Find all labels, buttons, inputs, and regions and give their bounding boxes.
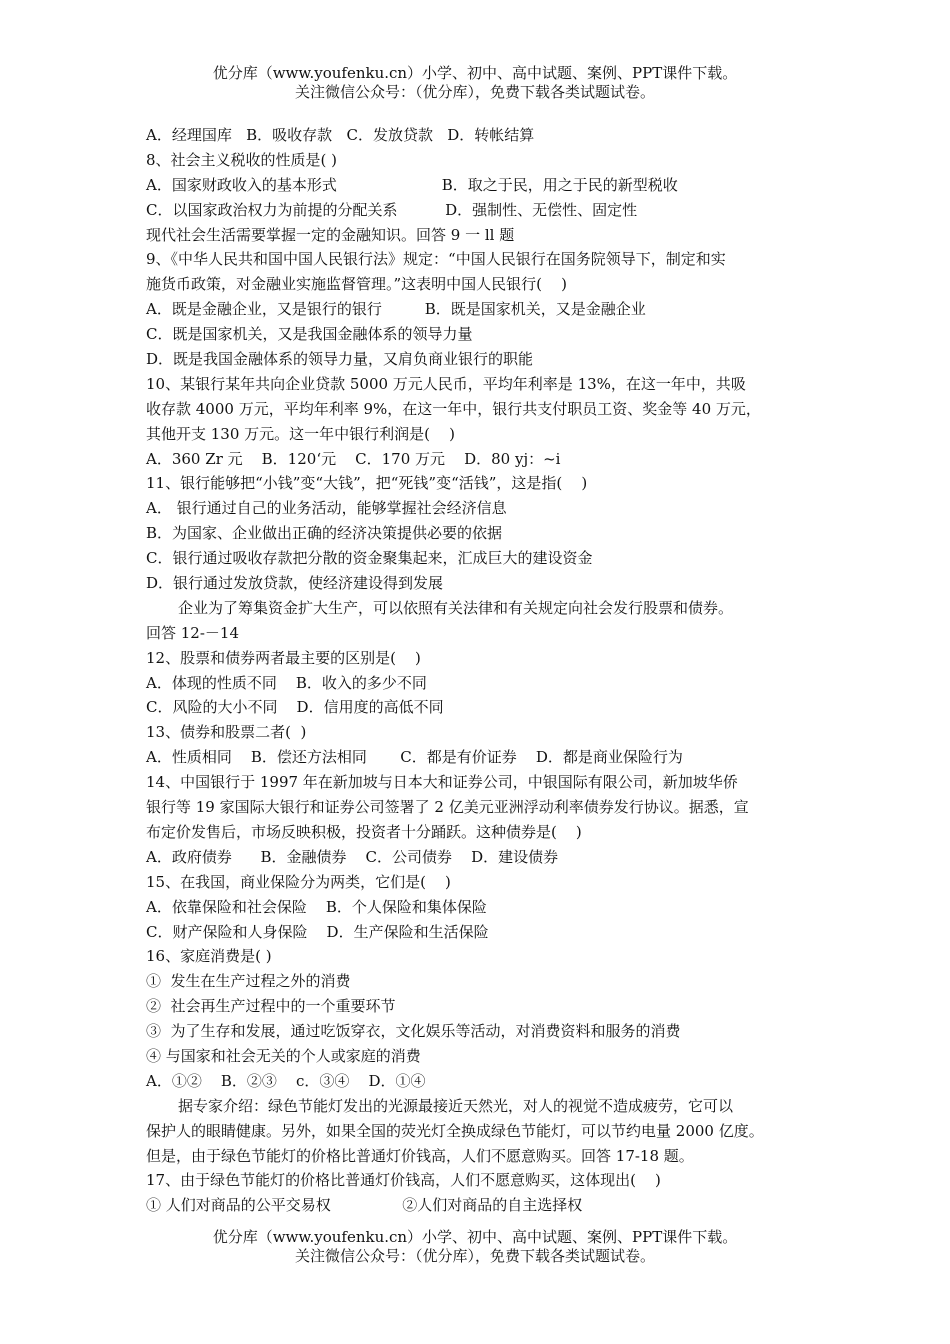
text-line: 但是，由于绿色节能灯的价格比普通灯价钱高，人们不愿意购买。回答 17-18 题。 — [146, 1146, 694, 1165]
text-line: A．既是金融企业，又是银行的银行 B．既是国家机关，又是金融企业 — [146, 300, 646, 319]
question-9: 9、《中华人民共和国中国人民银行法》规定：“中国人民银行在国务院领导下，制定和实 — [146, 250, 726, 269]
text-line: A．性质相同 B．偿还方法相同 C．都是有价证券 D．都是商业保险行为 — [146, 748, 683, 767]
text-line: 施货币政策，对金融业实施监督管理。”这表明中国人民银行( ) — [146, 275, 567, 294]
page-header — [0, 64, 950, 102]
text-line: ③ 为了生存和发展，通过吃饭穿衣，文化娱乐等活动，对消费资料和服务的消费 — [146, 1022, 681, 1041]
text-line: A．①② B．②③ c．③④ D．①④ — [146, 1071, 426, 1090]
text-line: A．依靠保险和社会保险 B．个人保险和集体保险 — [146, 897, 487, 916]
text-line: A．经理国库 B．吸收存款 C．发放贷款 D．转帐结算 — [146, 126, 535, 144]
passage-line: 企业为了筹集资金扩大生产，可以依照有关法律和有关规定向社会发行股票和债券。 — [178, 598, 734, 617]
text-line: C．银行通过吸收存款把分散的资金聚集起来，汇成巨大的建设资金 — [146, 549, 593, 568]
text-line: 现代社会生活需要掌握一定的金融知识。回答 9 一 ll 题 — [146, 225, 515, 244]
question-12: 12、股票和债券两者最主要的区别是( ) — [146, 648, 421, 667]
text-line: 其他开支 130 万元。这一年中银行利润是( ) — [146, 424, 455, 443]
text-line: A．360 Zr 元 B．120‘元 C．170 万元 D．80 yj：~i — [146, 449, 561, 468]
question-13: 13、债券和股票二者( ) — [146, 723, 307, 742]
question-10: 10、某银行某年共向企业贷款 5000 万元人民币，平均年利率是 13%，在这一年中，共吸 — [146, 374, 746, 393]
text-line: 回答 12-－14 — [146, 623, 240, 642]
text-line: A．体现的性质不同 B．收入的多少不同 — [146, 673, 427, 692]
text-line: C．财产保险和人身保险 D．生产保险和生活保险 — [146, 922, 489, 941]
text-line: C．风险的大小不同 D．信用度的高低不同 — [146, 698, 444, 717]
page-footer — [0, 1228, 950, 1266]
passage-line: 据专家介绍：绿色节能灯发出的光源最接近天然光，对人的视觉不造成疲劳，它可以 — [178, 1096, 734, 1115]
question-16: 16、家庭消费是( ) — [146, 947, 272, 966]
footer-line-2: 关注微信公众号：（优分库），免费下载各类试题试卷。 — [294, 1247, 655, 1265]
text-line: C．以国家政治权力为前提的分配关系 D．强制性、无偿性、固定性 — [146, 200, 638, 219]
text-line: ① 人们对商品的公平交易权 ②人们对商品的自主选择权 — [146, 1196, 583, 1215]
text-line: D．银行通过发放贷款，使经济建设得到发展 — [146, 574, 444, 593]
question-17: 17、由于绿色节能灯的价格比普通灯价钱高，人们不愿意购买，这体现出( ) — [146, 1171, 661, 1190]
question-11: 11、银行能够把“小钱”变“大钱”，把“死钱”变“活钱”，这是指( ) — [146, 474, 588, 493]
question-14: 14、中国银行于 1997 年在新加坡与日本大和证券公司，中银国际有限公司，新加坡华侨 — [146, 773, 738, 792]
header-line-1: 优分库（www.youfenku.cn）小学、初中、高中试题、案例、PPT课件下载。 — [212, 64, 738, 82]
text-line: 保护人的眼睛健康。另外，如果全国的荧光灯全换成绿色节能灯，可以节约电量 2000 亿度。 — [146, 1121, 764, 1140]
text-line: B．为国家、企业做出正确的经济决策提供必要的依据 — [146, 524, 503, 543]
text-line: A．政府债券 B．金融债券 C．公司债券 D．建设债券 — [146, 847, 559, 866]
text-line: 布定价发售后，市场反映积极，投资者十分踊跃。这种债券是( ) — [146, 822, 582, 841]
header-line-2: 关注微信公众号：（优分库），免费下载各类试题试卷。 — [294, 83, 655, 101]
text-line: 银行等 19 家国际大银行和证券公司签署了 2 亿美元亚洲浮动利率债券发行协议。据悉，宣 — [146, 798, 749, 817]
text-line: A．国家财政收入的基本形式 B．取之于民，用之于民的新型税收 — [146, 175, 678, 194]
text-line: A． 银行通过自己的业务活动，能够掌握社会经济信息 — [146, 499, 507, 518]
text-line: D．既是我国金融体系的领导力量，又肩负商业银行的职能 — [146, 350, 534, 369]
text-line: C．既是国家机关，又是我国金融体系的领导力量 — [146, 325, 473, 344]
text-line: 收存款 4000 万元，平均年利率 9%，在这一年中，银行共支付职员工资、奖金等 40 万元， — [146, 399, 761, 418]
text-line: ① 发生在生产过程之外的消费 — [146, 972, 351, 991]
text-line: ② 社会再生产过程中的一个重要环节 — [146, 997, 396, 1016]
question-8: 8、社会主义税收的性质是( ) — [146, 150, 338, 169]
question-15: 15、在我国，商业保险分为两类，它们是( ) — [146, 872, 451, 891]
text-line: ④ 与国家和社会无关的个人或家庭的消费 — [146, 1046, 421, 1065]
footer-line-1: 优分库（www.youfenku.cn）小学、初中、高中试题、案例、PPT课件下载。 — [212, 1228, 738, 1246]
document-body — [146, 123, 826, 1218]
